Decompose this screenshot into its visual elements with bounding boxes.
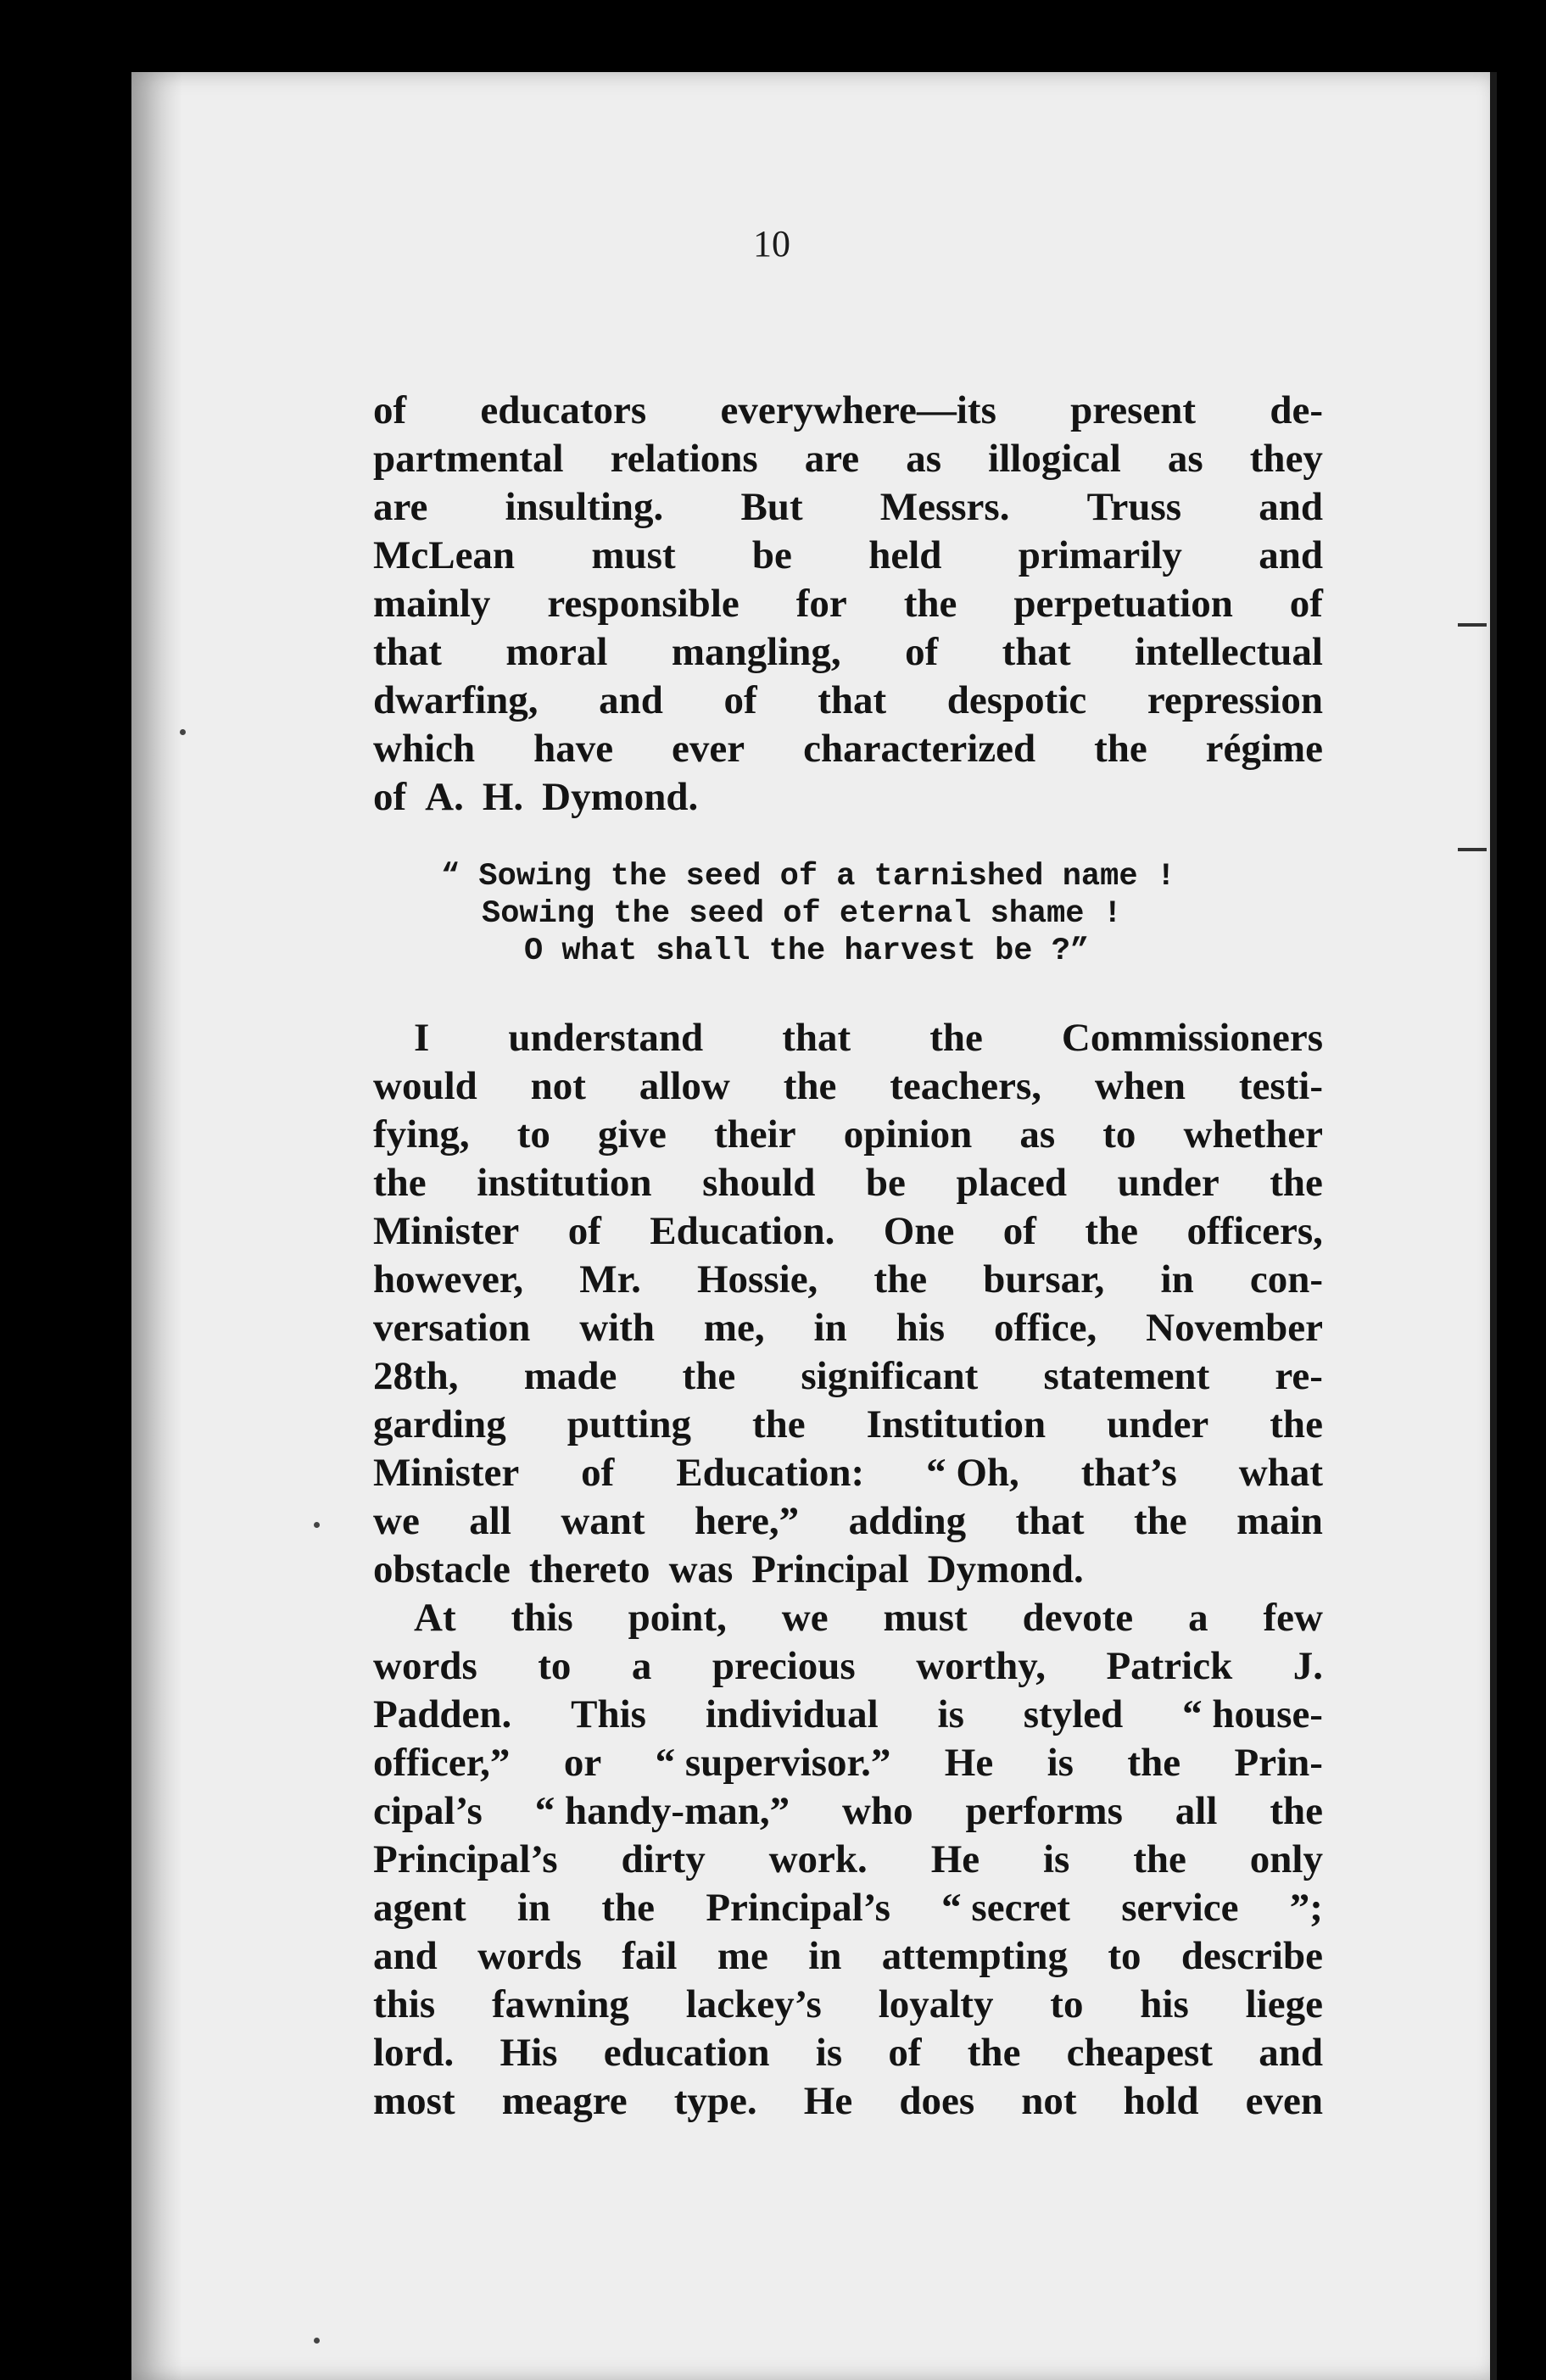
word: officers,	[1186, 1209, 1323, 1253]
word: A.	[425, 775, 464, 819]
word: which	[373, 727, 476, 771]
word: with	[579, 1306, 656, 1350]
word: in	[813, 1306, 847, 1350]
word: as	[1019, 1112, 1056, 1157]
word: At	[414, 1596, 456, 1640]
word: not	[530, 1064, 586, 1108]
word: held	[868, 533, 942, 577]
word: But	[740, 485, 803, 529]
word: would	[373, 1064, 477, 1108]
word: work.	[768, 1837, 868, 1881]
word: fying,	[373, 1112, 470, 1157]
word: to	[1102, 1112, 1136, 1157]
word: that	[1015, 1499, 1085, 1543]
poem-line: “ Sowing the seed of a tarnished name !	[441, 859, 1175, 895]
word: ever	[672, 727, 745, 771]
word: This	[571, 1692, 646, 1736]
word: Prin-	[1234, 1741, 1323, 1785]
word: I	[414, 1016, 430, 1060]
word: the	[1270, 1789, 1323, 1833]
text-line	[373, 1787, 1323, 1836]
word: that	[1002, 630, 1071, 674]
word: officer,”	[373, 1741, 511, 1785]
word: that	[373, 630, 442, 674]
word: Education:	[676, 1451, 865, 1495]
text-line	[373, 1256, 1323, 1304]
word: of	[723, 678, 757, 722]
word: Minister	[373, 1209, 520, 1253]
word: even	[1245, 2079, 1323, 2123]
word: garding	[373, 1402, 506, 1446]
word: was	[668, 1547, 734, 1591]
word: intellectual	[1135, 630, 1323, 674]
word: Dymond.	[542, 775, 699, 819]
text-line	[373, 725, 1323, 773]
scan-speck	[180, 729, 186, 735]
word: adding	[848, 1499, 967, 1543]
word: his	[1140, 1982, 1189, 2026]
word: here,”	[695, 1499, 800, 1543]
word: con-	[1249, 1257, 1323, 1301]
word: Education.	[650, 1209, 835, 1253]
word: who	[842, 1789, 913, 1833]
text-line	[373, 1932, 1323, 1981]
word: Minister	[373, 1451, 520, 1495]
word: present	[1070, 388, 1197, 432]
text-line	[373, 1642, 1323, 1691]
word: words	[373, 1644, 477, 1688]
word: He	[944, 1741, 994, 1785]
word: Dymond.	[927, 1547, 1084, 1591]
word: is	[937, 1692, 964, 1736]
word: service	[1121, 1886, 1239, 1930]
word: régime	[1205, 727, 1323, 771]
word: a	[1188, 1596, 1208, 1640]
word: made	[523, 1354, 617, 1398]
word: “ secret	[941, 1886, 1070, 1930]
word: and	[1259, 485, 1323, 529]
poem-line: Sowing the seed of eternal shame !	[482, 896, 1122, 932]
word: attempting	[881, 1934, 1069, 1978]
word: most	[373, 2079, 455, 2123]
word: perpetuation	[1013, 582, 1233, 626]
word: when	[1094, 1064, 1186, 1108]
text-line	[373, 580, 1323, 628]
text-line	[373, 628, 1323, 677]
text-line	[373, 1594, 1323, 1642]
word: the	[873, 1257, 928, 1301]
text-line	[373, 1062, 1323, 1111]
word: the	[1270, 1161, 1323, 1205]
word: we	[781, 1596, 829, 1640]
word: point,	[628, 1596, 727, 1640]
word: to	[1050, 1982, 1084, 2026]
word: putting	[566, 1402, 691, 1446]
word: their	[714, 1112, 796, 1157]
word: to	[516, 1112, 550, 1157]
word: McLean	[373, 533, 516, 577]
word: to	[538, 1644, 572, 1688]
word: as	[906, 437, 942, 481]
word: hold	[1123, 2079, 1199, 2123]
word: dirty	[621, 1837, 706, 1881]
word: all	[1175, 1789, 1218, 1833]
word: to	[1108, 1934, 1141, 1978]
word: the	[751, 1402, 806, 1446]
word: the	[783, 1064, 837, 1108]
word: under	[1117, 1161, 1219, 1205]
text-line	[373, 532, 1323, 580]
word: cipal’s	[373, 1789, 483, 1833]
word: for	[795, 582, 847, 626]
word: must	[883, 1596, 968, 1640]
word: He	[803, 2079, 853, 2123]
word: be	[865, 1161, 906, 1205]
text-line	[373, 1836, 1323, 1884]
word: whether	[1183, 1112, 1323, 1157]
word: does	[899, 2079, 975, 2123]
word: have	[533, 727, 614, 771]
word: that	[818, 678, 887, 722]
word: the	[1133, 1499, 1187, 1543]
word: liege	[1245, 1982, 1323, 2026]
word: and	[599, 678, 663, 722]
word: of	[581, 1451, 615, 1495]
word: the	[967, 2031, 1021, 2075]
word: only	[1249, 1837, 1323, 1881]
word: understand	[508, 1016, 704, 1060]
word: “ house-	[1182, 1692, 1323, 1736]
word: Principal’s	[373, 1837, 558, 1881]
word: they	[1249, 437, 1323, 481]
word: performs	[965, 1789, 1123, 1833]
word: is	[1046, 1741, 1074, 1785]
text-line	[373, 435, 1323, 483]
word: of	[373, 388, 407, 432]
word: dwarfing,	[373, 678, 539, 722]
word: should	[702, 1161, 816, 1205]
word: of	[905, 630, 939, 674]
word: the	[1127, 1741, 1181, 1785]
word: Padden.	[373, 1692, 512, 1736]
word: not	[1021, 2079, 1077, 2123]
word: his	[896, 1306, 946, 1350]
word: agent	[373, 1886, 466, 1930]
word: words	[477, 1934, 582, 1978]
poem-quotation	[441, 858, 1289, 970]
word: few	[1263, 1596, 1323, 1640]
word: partmental	[373, 437, 564, 481]
word: office,	[993, 1306, 1097, 1350]
word: describe	[1180, 1934, 1323, 1978]
word: must	[591, 533, 676, 577]
word: the	[1094, 727, 1147, 771]
word: in	[808, 1934, 842, 1978]
word: meagre	[501, 2079, 628, 2123]
word: 28th,	[373, 1354, 459, 1398]
word: Patrick	[1106, 1644, 1233, 1688]
page-number: 10	[753, 223, 790, 265]
word: we	[373, 1499, 420, 1543]
word: a	[631, 1644, 652, 1688]
word: main	[1236, 1499, 1323, 1543]
text-line	[373, 1207, 1323, 1256]
text-line	[373, 1352, 1323, 1401]
word: “ supervisor.”	[655, 1741, 891, 1785]
word: devote	[1022, 1596, 1134, 1640]
edge-tick-mark	[1458, 623, 1487, 627]
word: significant	[801, 1354, 979, 1398]
page-right-edge	[1490, 72, 1497, 2380]
word: education	[603, 2031, 770, 2075]
word: mangling,	[671, 630, 841, 674]
word: testi-	[1238, 1064, 1323, 1108]
word: teachers,	[890, 1064, 1042, 1108]
word: characterized	[803, 727, 1036, 771]
word: the	[1085, 1209, 1139, 1253]
word: Messrs.	[879, 485, 1010, 529]
word: primarily	[1018, 533, 1182, 577]
gutter-shadow	[131, 72, 182, 2380]
word: me,	[703, 1306, 765, 1350]
word: lord.	[373, 2031, 455, 2075]
word: cheapest	[1066, 2031, 1213, 2075]
text-line	[373, 2029, 1323, 2077]
word: what	[1238, 1451, 1323, 1495]
word: be	[751, 533, 792, 577]
text-line	[373, 773, 1323, 822]
word: the	[601, 1886, 656, 1930]
word: is	[815, 2031, 843, 2075]
word: Hossie,	[697, 1257, 818, 1301]
word: all	[469, 1499, 511, 1543]
word: Institution	[866, 1402, 1046, 1446]
paragraph-2	[373, 1014, 1323, 2126]
word: the	[903, 582, 957, 626]
word: ”;	[1289, 1886, 1323, 1930]
word: H.	[482, 775, 524, 819]
word: and	[373, 1934, 438, 1978]
word: illogical	[988, 437, 1121, 481]
word: precious	[712, 1644, 856, 1688]
word: everywhere—its	[720, 388, 996, 432]
word: One	[883, 1209, 955, 1253]
word: fawning	[491, 1982, 629, 2026]
word: bursar,	[983, 1257, 1105, 1301]
text-line	[373, 1159, 1323, 1207]
word: “ handy-man,”	[534, 1789, 790, 1833]
word: want	[561, 1499, 645, 1543]
word: as	[1167, 437, 1203, 481]
text-line	[373, 1691, 1323, 1739]
word: individual	[705, 1692, 879, 1736]
word: of	[888, 2031, 922, 2075]
poem-line: O what shall the harvest be ?”	[524, 934, 1090, 969]
word: type.	[673, 2079, 757, 2123]
word: under	[1107, 1402, 1209, 1446]
text-line	[373, 677, 1323, 725]
text-line	[373, 1739, 1323, 1787]
word: and	[1259, 533, 1323, 577]
word: the	[1270, 1402, 1323, 1446]
text-line	[373, 1111, 1323, 1159]
word: statement	[1043, 1354, 1210, 1398]
word: is	[1043, 1837, 1070, 1881]
word: of	[1002, 1209, 1036, 1253]
scan-speck	[314, 2338, 320, 2344]
word: this	[373, 1982, 436, 2026]
word: despotic	[946, 678, 1087, 722]
word: re-	[1275, 1354, 1323, 1398]
word: J.	[1292, 1644, 1323, 1688]
word: Principal	[751, 1547, 909, 1591]
word: the	[1133, 1837, 1186, 1881]
word: versation	[373, 1306, 531, 1350]
word: “ Oh,	[926, 1451, 1019, 1495]
word: this	[511, 1596, 573, 1640]
word: allow	[639, 1064, 730, 1108]
word: worthy,	[916, 1644, 1046, 1688]
text-line	[373, 1304, 1323, 1352]
word: Truss	[1086, 485, 1182, 529]
word: mainly	[373, 582, 491, 626]
word: give	[597, 1112, 667, 1157]
word: that’s	[1080, 1451, 1177, 1495]
word: Commissioners	[1061, 1016, 1323, 1060]
text-line	[373, 387, 1323, 435]
text-line	[373, 1449, 1323, 1497]
word: obstacle	[373, 1547, 511, 1591]
word: fail	[622, 1934, 678, 1978]
text-line	[373, 1884, 1323, 1932]
scan-speck	[314, 1522, 320, 1528]
paragraph-1	[373, 387, 1323, 822]
word: lackey’s	[685, 1982, 822, 2026]
word: de-	[1270, 388, 1323, 432]
word: moral	[505, 630, 608, 674]
word: in	[516, 1886, 551, 1930]
text-line	[373, 1546, 1323, 1594]
word: or	[563, 1741, 602, 1785]
word: Mr.	[579, 1257, 641, 1301]
word: opinion	[843, 1112, 973, 1157]
word: that	[782, 1016, 851, 1060]
word: of	[1289, 582, 1323, 626]
word: the	[682, 1354, 736, 1398]
word: Principal’s	[706, 1886, 890, 1930]
word: are	[373, 485, 428, 529]
word: placed	[956, 1161, 1068, 1205]
word: responsible	[547, 582, 740, 626]
word: the	[929, 1016, 983, 1060]
text-line	[373, 1981, 1323, 2029]
word: in	[1160, 1257, 1194, 1301]
word: thereto	[528, 1547, 650, 1591]
text-line	[373, 2077, 1323, 2126]
word: insulting.	[505, 485, 664, 529]
word: however,	[373, 1257, 524, 1301]
word: educators	[480, 388, 647, 432]
word: and	[1259, 2031, 1323, 2075]
word: He	[930, 1837, 980, 1881]
text-line	[373, 483, 1323, 532]
word: relations	[610, 437, 758, 481]
word: me	[717, 1934, 768, 1978]
text-line	[373, 1401, 1323, 1449]
word: institution	[477, 1161, 652, 1205]
word: November	[1146, 1306, 1323, 1350]
edge-tick-mark	[1458, 848, 1487, 851]
word: the	[373, 1161, 427, 1205]
word: styled	[1023, 1692, 1124, 1736]
text-line	[373, 1014, 1323, 1062]
word: repression	[1147, 678, 1323, 722]
word: loyalty	[878, 1982, 994, 2026]
word: are	[804, 437, 860, 481]
word: of	[373, 775, 407, 819]
word: of	[567, 1209, 601, 1253]
text-line	[373, 1497, 1323, 1546]
word: His	[500, 2031, 558, 2075]
